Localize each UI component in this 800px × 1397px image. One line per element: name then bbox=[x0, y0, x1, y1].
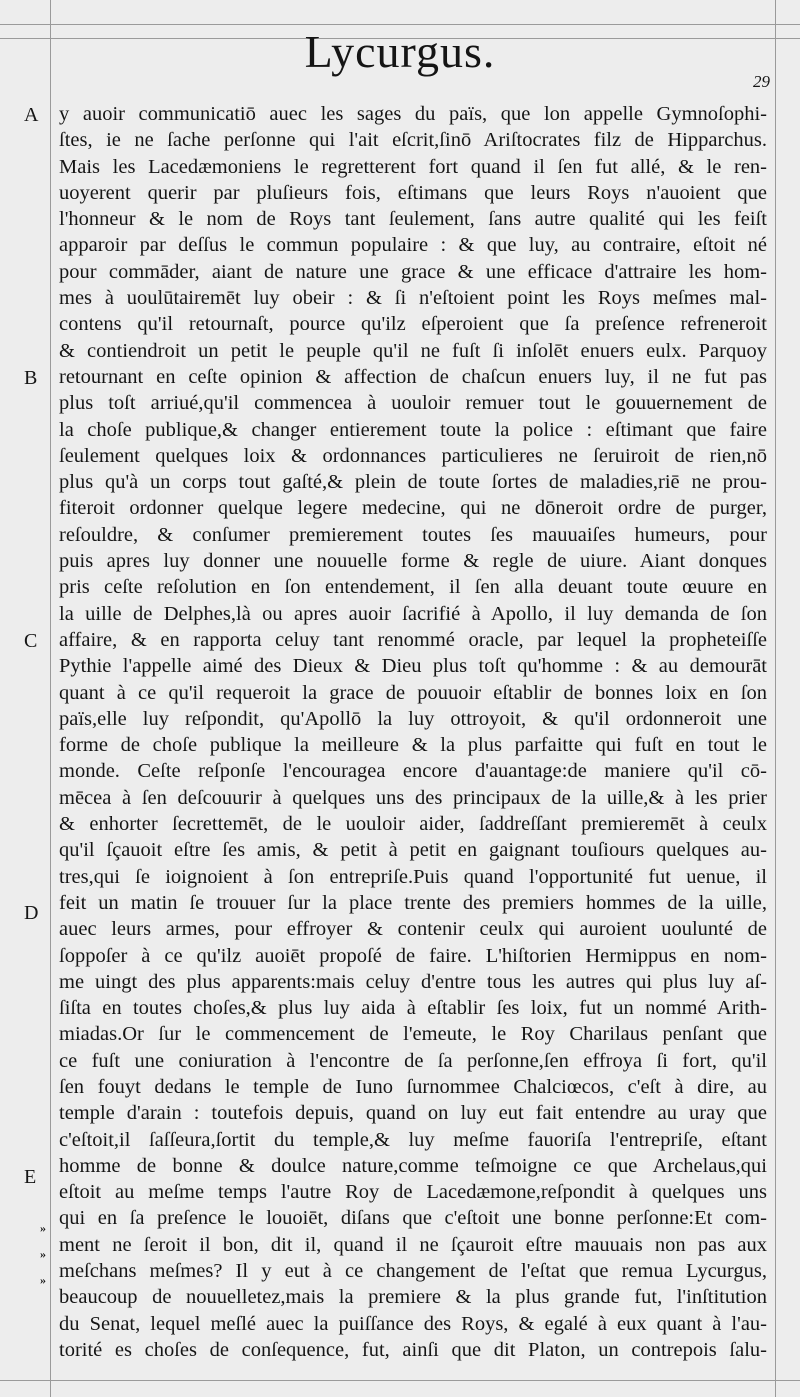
quote-mark: » bbox=[40, 1273, 46, 1287]
running-title: Lycurgus. bbox=[304, 26, 496, 77]
text-line: temple d'arain : toutefois depuis, quand on luy eut fait entendre au uray que bbox=[59, 1102, 767, 1125]
quote-mark: » bbox=[40, 1247, 46, 1261]
text-line: mēcea à ſen deſcouurir à quelques uns des principaux de la uille,& à les prier bbox=[59, 786, 767, 809]
text-line: ſeulement quelques loix & ordonnances particulieres ne ſeruiroit de rien,nō bbox=[59, 444, 767, 467]
text-line: puis apres luy donner une nouuelle forme & regle de uiure. Aiant donques bbox=[59, 550, 767, 573]
text-line: y auoir communicatiō auec les sages du païs, que lon appelle Gymnoſophi- bbox=[59, 103, 767, 125]
text-line: du Senat, lequel meſlé auec la puiſſance des Roys, & egalé à eux quant à l'au- bbox=[59, 1312, 767, 1335]
quote-mark: » bbox=[40, 1221, 46, 1235]
text-line: apparoir par deſſus le commun populaire : & que luy, au contraire, eſtoit né bbox=[59, 234, 767, 257]
text-line: fiteroit ordonner quelque legere medecine, qui ne dōneroit ordre de purger, bbox=[59, 497, 767, 520]
bottom-rule bbox=[0, 1380, 800, 1381]
page-number: 29 bbox=[753, 72, 770, 91]
text-line: ment ne ſeroit il bon, dit il, quand il ne ſçauroit eſtre mauuais non pas aux bbox=[59, 1233, 767, 1256]
margin-letter-c: C bbox=[24, 630, 38, 652]
body-text bbox=[59, 101, 767, 1363]
text-line: Pythie l'appelle aimé des Dieux & Dieu plus toſt qu'homme : & au demourāt bbox=[59, 655, 767, 678]
margin-letter-d: D bbox=[24, 902, 39, 924]
text-line: l'honneur & le nom de Roys tant ſeulement, ſans autre qualité qui les feiſt bbox=[59, 208, 767, 231]
text-line: forme de choſe publique la meilleure & la plus parfaitte qui fuſt en tout le bbox=[59, 734, 767, 757]
text-line: beaucoup de nouuelletez,mais la premiere & la plus grande fut, l'inſtitution bbox=[59, 1286, 767, 1309]
text-line: feit un matin ſe trouuer ſur la place trente des premiers hommes de la uille, bbox=[59, 891, 767, 914]
left-margin-rule bbox=[50, 0, 51, 1397]
text-line: reſouldre, & conſumer premierement toutes ſes mauuaiſes humeurs, pour bbox=[59, 523, 767, 546]
text-line: ſoppoſer à ce qu'ilz auoiēt propoſé de faire. L'hiſtorien Hermippus en nom- bbox=[59, 944, 767, 967]
text-line: plus qu'à un corps tout gaſté,& plein de toute ſortes de maladies,riē ne prou- bbox=[59, 471, 767, 494]
text-line: c'eſtoit,il ſaſſeura,ſortit du temple,& luy meſme fauoriſa l'entrepriſe, eſtant bbox=[59, 1128, 767, 1151]
text-line: homme de bonne & doulce nature,comme teſmoigne ce que Archelaus,qui bbox=[59, 1154, 767, 1177]
margin-letter-a: A bbox=[24, 104, 39, 126]
text-line: & contiendroit un petit le peuple qu'il ne fuſt ſi inſolēt enuers eulx. Parquoy bbox=[59, 339, 767, 362]
text-line: uoyerent querir par pluſieurs fois, eſtimans que leurs Roys n'auoient que bbox=[59, 181, 767, 204]
text-line: miadas.Or ſur le commencement de l'emeute, le Roy Charilaus penſant que bbox=[59, 1023, 767, 1046]
text-line: païs,elle luy reſpondit, qu'Apollō la luy ottroyoit, & qu'il ordonneroit une bbox=[59, 707, 767, 730]
text-line: contens qu'il retournaſt, pource qu'ilz eſperoient que ſa preſence refreneroit bbox=[59, 313, 767, 336]
text-line: ſtes, ie ne ſache perſonne qui l'ait eſcrit,ſinō Ariſtocrates filz de Hipparchus. bbox=[59, 129, 767, 152]
text-line: ſiſta en toutes choſes,& plus luy aida à eſtablir ſes loix, fut un nommé Arith- bbox=[59, 997, 767, 1020]
text-line: tres,qui ſe ioignoient à ſon entrepriſe.Puis quand l'opportunité fut uenue, il bbox=[59, 865, 767, 888]
right-margin-rule bbox=[775, 0, 776, 1397]
text-line: meſchans meſmes? Il y eut à ce changement de l'eſtat que remua Lycurgus, bbox=[59, 1260, 767, 1283]
text-line: me uingt des plus apparents:mais celuy d'entre tous les autres qui plus luy aſ- bbox=[59, 970, 767, 993]
text-line: affaire, & en rapporta celuy tant renommé oracle, par lequel la propheteiſſe bbox=[59, 628, 767, 651]
text-line: plus toſt arriué,qu'il commencea à uouloir remuer tout le gouuernement de bbox=[59, 392, 767, 415]
text-line: ſen fouyt dedans le temple de Iuno ſurnommee Chalciœcos, c'eſt à dire, au bbox=[59, 1075, 767, 1098]
text-line: torité es choſes de conſequence, fut, ainſi que dit Platon, un contrepois ſalu- bbox=[59, 1338, 767, 1361]
text-line: pour commāder, aiant de nature une grace & une efficace d'attraire les hom- bbox=[59, 260, 767, 283]
text-line: qu'il ſçauoit eſtre ſes amis, & petit à petit en gaignant touſiours quelques au- bbox=[59, 839, 767, 862]
text-line: la uille de Delphes,là ou apres auoir ſacrifié à Apollo, il luy demanda de ſon bbox=[59, 602, 767, 625]
text-line: mes à uoulūtairemēt luy obeir : & ſi n'eſtoient point les Roys meſmes mal- bbox=[59, 287, 767, 310]
text-line: auec leurs armes, pour effroyer & contenir ceulx qui auroient uoulunté de bbox=[59, 918, 767, 941]
text-line: pris ceſte reſolution en ſon entendement, il ſen alla deuant toute œuure en bbox=[59, 576, 767, 599]
text-line: Mais les Lacedæmoniens le regretterent fort quand il ſen fut allé, & le ren- bbox=[59, 155, 767, 178]
text-line: & enhorter ſecrettemēt, de le uouloir aider, ſaddreſſant premieremēt à ceulx bbox=[59, 813, 767, 836]
text-line: quant à ce qu'il requeroit la grace de pouuoir eſtablir de bonnes loix en ſon bbox=[59, 681, 767, 704]
text-line: monde. Ceſte reſponſe l'encouragea encore d'auantage:de maniere qu'il cō- bbox=[59, 760, 767, 783]
text-line: la choſe publique,& changer entierement toute la police : eſtimant que faire bbox=[59, 418, 767, 441]
text-line: eſtoit au meſme temps l'autre Roy de Lacedæmone,reſpondit à quelques uns bbox=[59, 1181, 767, 1204]
text-line: qui en ſa preſence le louoiēt, diſans que c'eſtoit une bonne perſonne:Et com- bbox=[59, 1207, 767, 1230]
margin-letter-e: E bbox=[24, 1166, 37, 1188]
text-line: retournant en ceſte opinion & affection de chaſcun enuers luy, il ne fut pas bbox=[59, 365, 767, 388]
text-line: ce fuſt une coniuration à l'encontre de ſa perſonne,ſen effroya ſi fort, qu'il bbox=[59, 1049, 767, 1072]
margin-letter-b: B bbox=[24, 367, 38, 389]
